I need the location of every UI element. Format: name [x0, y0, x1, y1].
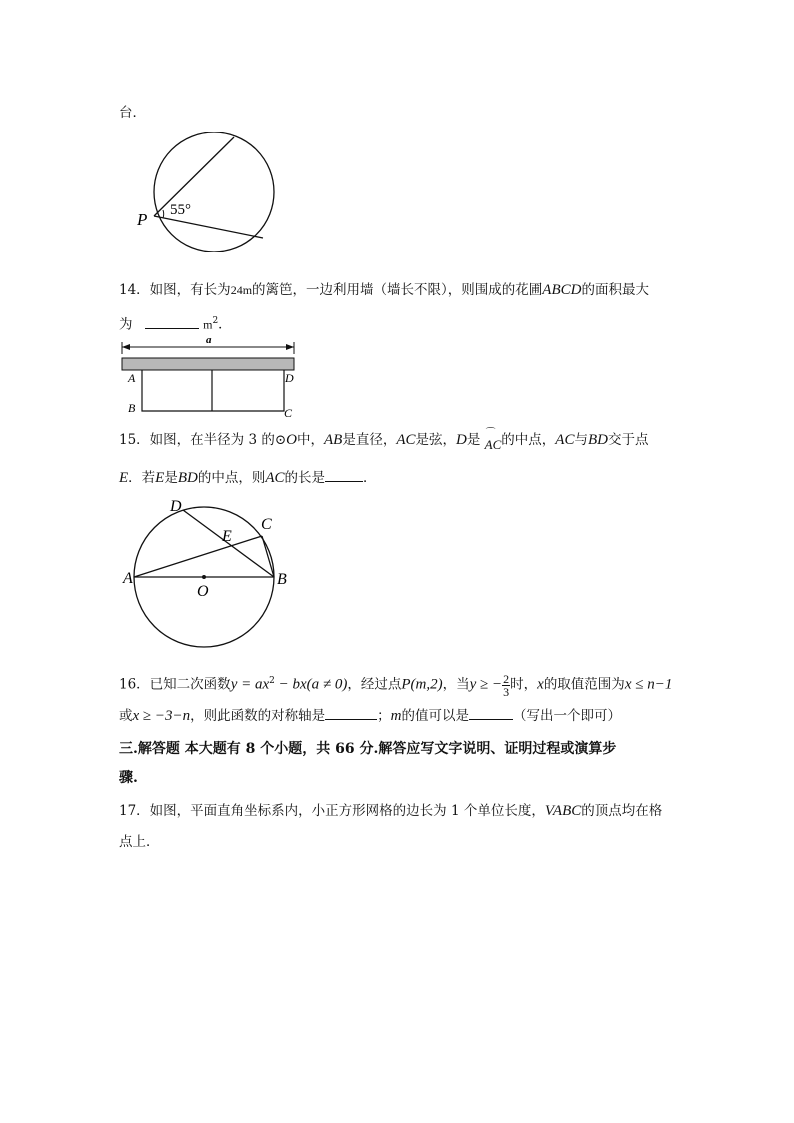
q16-t8: ；: [377, 708, 391, 724]
q16-range2: x ≥ −3−n: [132, 708, 191, 724]
q16-x: x: [537, 676, 544, 693]
arc-notation: [485, 430, 502, 450]
q15-E2: E: [155, 470, 165, 486]
q14-unit-exp: 2: [212, 316, 219, 326]
label-B: B: [128, 401, 136, 415]
q15-arc: AC: [484, 437, 502, 452]
q15-AC2: AC: [555, 432, 575, 448]
q17-triangle: VABC: [544, 803, 582, 819]
q16-func2: − bx: [274, 676, 307, 693]
q14-name: ABCD: [542, 282, 582, 298]
label-C: C: [261, 516, 272, 533]
q16-t9: 的值可以是: [401, 708, 469, 724]
label-A: A: [128, 371, 136, 385]
q16-num: 2: [503, 671, 510, 686]
q15-t7: 与: [574, 432, 588, 448]
q15-t3: 是直径，: [342, 432, 397, 448]
q17-line2: 点上．: [119, 834, 160, 850]
q15-t8: 交于点: [607, 432, 649, 448]
label-D: D: [170, 498, 182, 515]
q15-t10: 是: [164, 470, 178, 486]
q14-text-b: 的篱笆，一边利用墙（墙长不限），则围成的花圃: [252, 282, 543, 298]
q16-t3: ，当: [442, 676, 470, 693]
chord-AC: [134, 536, 262, 577]
figure-q13-circle: [130, 132, 290, 252]
q14-unit: m: [203, 317, 213, 332]
q15-end: ．: [363, 470, 377, 486]
arc-mark-icon: ⌒: [485, 428, 496, 439]
q15-D: D: [456, 432, 467, 448]
q16-ineq: y ≥ −: [469, 676, 503, 693]
q15-AB: AB: [324, 432, 343, 448]
q15-t4: 是弦，: [415, 432, 457, 448]
q17-line1: [119, 801, 662, 821]
section3-line1: 三.解答题 本大题有 8 个小题，共 66 分.解答应写文字说明、证明过程或演算步: [119, 741, 617, 757]
q15-answer-blank[interactable]: [325, 467, 363, 482]
arrow-left-icon: [122, 344, 130, 350]
q15-BD2: BD: [177, 470, 198, 486]
q16-exp: 2: [269, 676, 275, 686]
arrow-right-icon: [286, 344, 294, 350]
figure-q15-circle: [115, 495, 295, 655]
label-O: O: [197, 583, 209, 600]
chord-BC: [262, 536, 274, 577]
q16-axis-blank[interactable]: [325, 705, 377, 720]
q15-t6: 的中点，: [501, 432, 556, 448]
label-a: a: [206, 334, 212, 346]
label-E: E: [222, 528, 232, 545]
q15-t1: 15．如图，在半径为 3 的: [119, 432, 275, 448]
q16-t4: 时，: [510, 676, 538, 693]
q14-text-c: 的面积最大: [581, 282, 649, 298]
q16-t2: ，经过点: [347, 676, 402, 693]
label-D: D: [285, 371, 294, 385]
q16-point: P(m,2): [401, 676, 443, 693]
wall: [122, 358, 294, 370]
q15-BD: BD: [587, 432, 608, 448]
q14-answer-blank[interactable]: [145, 314, 199, 329]
point-p-label: P: [137, 210, 148, 229]
top-line: 台．: [119, 105, 146, 121]
q15-O: O: [286, 432, 298, 448]
q16-t6: 或: [119, 708, 133, 724]
q16-t10: （写出一个即可）: [512, 708, 621, 724]
q17-t1: 17．如图，平面直角坐标系内，小正方形网格的边长为 1 个单位长度，: [119, 803, 545, 819]
q16-m: m: [390, 708, 402, 724]
chord-lower: [154, 216, 263, 238]
q15-t11: 的中点，则: [197, 470, 266, 486]
q15-E: E: [119, 470, 129, 486]
q14-length: 24m: [230, 283, 253, 297]
q16-t1: 16．已知二次函数: [119, 676, 231, 693]
q16-line2: [119, 705, 621, 726]
circle-shape: [154, 132, 274, 252]
q16-cond: (a ≠ 0): [306, 676, 348, 693]
angle-arc: [163, 210, 164, 218]
figure-q14-fence: [118, 330, 303, 420]
q15-line1: [119, 430, 648, 450]
q15-t12: 的长是: [284, 470, 326, 486]
q15-t2: 中，: [297, 432, 325, 448]
q16-t7: ，则此函数的对称轴是: [190, 708, 326, 724]
q16-func: y = ax: [230, 676, 270, 693]
circle-symbol: ⊙: [274, 432, 287, 448]
label-C: C: [284, 406, 293, 420]
angle-label: 55°: [170, 202, 191, 218]
center-dot: [202, 575, 206, 579]
fence-outline: [142, 370, 284, 411]
q15-t9: ．若: [128, 470, 156, 486]
label-B: B: [277, 571, 287, 588]
q14-line1: [119, 280, 649, 300]
q15-line2: [119, 467, 377, 488]
q15-t5: 是: [466, 432, 481, 448]
q15-AC: AC: [396, 432, 416, 448]
chord-upper: [154, 137, 234, 216]
label-A: A: [123, 570, 133, 587]
q16-den: 3: [503, 684, 510, 699]
q16-line1: [119, 671, 672, 698]
q16-fraction: [502, 673, 510, 698]
q14-text-a: 14．如图，有长为: [119, 282, 231, 298]
q16-range1: x ≤ n−1: [624, 676, 673, 693]
q14-end: ．: [218, 316, 232, 333]
q16-t5: 的取值范围为: [543, 676, 625, 693]
q17-t2: 的顶点均在格: [581, 803, 663, 819]
q16-m-blank[interactable]: [469, 705, 513, 720]
section3-line2: 骤.: [119, 770, 138, 786]
q15-AC3: AC: [265, 470, 285, 486]
q14-text-d: 为: [119, 316, 133, 333]
